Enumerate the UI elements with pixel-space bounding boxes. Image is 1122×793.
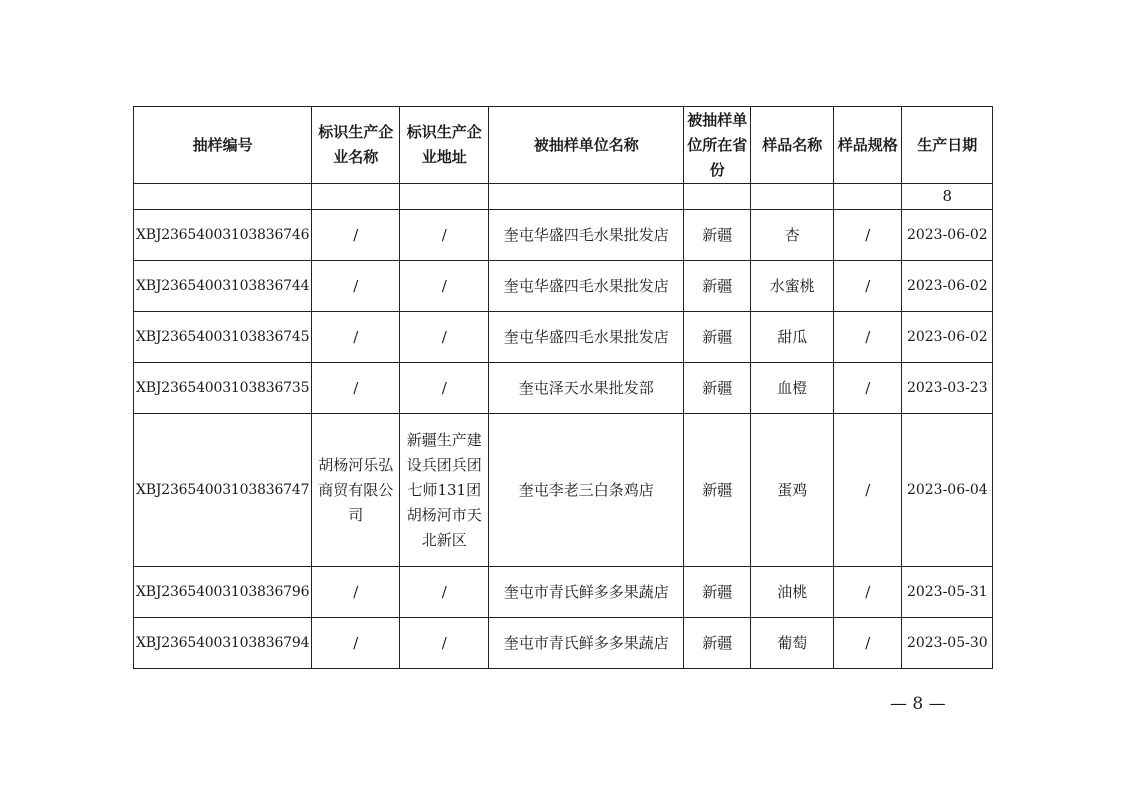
cell xyxy=(312,184,400,210)
producer-name: 胡杨河乐弘商贸有限公司 xyxy=(312,414,400,567)
sample-name: 油桃 xyxy=(751,567,834,618)
header-sampled-unit: 被抽样单位名称 xyxy=(489,107,684,184)
sample-spec: / xyxy=(834,312,902,363)
sample-name: 杏 xyxy=(751,210,834,261)
producer-name: / xyxy=(312,618,400,669)
header-sample-name: 样品名称 xyxy=(751,107,834,184)
sample-spec: / xyxy=(834,567,902,618)
province: 新疆 xyxy=(684,414,751,567)
producer-address: / xyxy=(400,261,489,312)
cell: 8 xyxy=(902,184,993,210)
province: 新疆 xyxy=(684,363,751,414)
production-date: 2023-06-02 xyxy=(902,210,993,261)
header-production-date: 生产日期 xyxy=(902,107,993,184)
header-province: 被抽样单位所在省份 xyxy=(684,107,751,184)
sampled-unit: 奎屯李老三白条鸡店 xyxy=(489,414,684,567)
sampled-unit: 奎屯市青氏鲜多多果蔬店 xyxy=(489,618,684,669)
sample-id: XBJ23654003103836794 xyxy=(134,618,312,669)
producer-address: / xyxy=(400,618,489,669)
sample-id: XBJ23654003103836744 xyxy=(134,261,312,312)
sample-id: XBJ23654003103836747 xyxy=(134,414,312,567)
sample-spec: / xyxy=(834,261,902,312)
header-sample-spec: 样品规格 xyxy=(834,107,902,184)
sampling-table xyxy=(133,106,993,669)
sampled-unit: 奎屯泽天水果批发部 xyxy=(489,363,684,414)
cell xyxy=(134,184,312,210)
production-date: 2023-06-02 xyxy=(902,261,993,312)
sample-spec: / xyxy=(834,210,902,261)
table-row xyxy=(134,567,993,618)
province: 新疆 xyxy=(684,618,751,669)
province: 新疆 xyxy=(684,567,751,618)
table-row xyxy=(134,261,993,312)
cell xyxy=(834,184,902,210)
continuation-row xyxy=(134,184,993,210)
producer-address: / xyxy=(400,363,489,414)
table-row xyxy=(134,618,993,669)
sample-id: XBJ23654003103836746 xyxy=(134,210,312,261)
producer-name: / xyxy=(312,567,400,618)
production-date: 2023-03-23 xyxy=(902,363,993,414)
sampled-unit: 奎屯华盛四毛水果批发店 xyxy=(489,312,684,363)
cell xyxy=(751,184,834,210)
sample-id: XBJ23654003103836745 xyxy=(134,312,312,363)
production-date: 2023-06-04 xyxy=(902,414,993,567)
producer-name: / xyxy=(312,261,400,312)
table-row xyxy=(134,210,993,261)
table-row xyxy=(134,414,993,567)
header-sample-id: 抽样编号 xyxy=(134,107,312,184)
sample-name: 血橙 xyxy=(751,363,834,414)
sample-name: 甜瓜 xyxy=(751,312,834,363)
table-row xyxy=(134,363,993,414)
producer-address: / xyxy=(400,312,489,363)
sample-spec: / xyxy=(834,414,902,567)
province: 新疆 xyxy=(684,312,751,363)
sample-name: 葡萄 xyxy=(751,618,834,669)
sampled-unit: 奎屯华盛四毛水果批发店 xyxy=(489,261,684,312)
province: 新疆 xyxy=(684,261,751,312)
sampled-unit: 奎屯华盛四毛水果批发店 xyxy=(489,210,684,261)
producer-address: 新疆生产建设兵团兵团七师131团胡杨河市天北新区 xyxy=(400,414,489,567)
header-row xyxy=(134,107,993,184)
sampled-unit: 奎屯市青氏鲜多多果蔬店 xyxy=(489,567,684,618)
header-producer-name: 标识生产企业名称 xyxy=(312,107,400,184)
cell xyxy=(684,184,751,210)
cell xyxy=(400,184,489,210)
producer-name: / xyxy=(312,312,400,363)
producer-address: / xyxy=(400,567,489,618)
table-row xyxy=(134,312,993,363)
cell xyxy=(489,184,684,210)
production-date: 2023-05-30 xyxy=(902,618,993,669)
sample-name: 水蜜桃 xyxy=(751,261,834,312)
production-date: 2023-06-02 xyxy=(902,312,993,363)
page-number: — 8 — xyxy=(890,694,946,714)
production-date: 2023-05-31 xyxy=(902,567,993,618)
producer-name: / xyxy=(312,210,400,261)
producer-address: / xyxy=(400,210,489,261)
sample-spec: / xyxy=(834,618,902,669)
sample-id: XBJ23654003103836735 xyxy=(134,363,312,414)
sample-id: XBJ23654003103836796 xyxy=(134,567,312,618)
province: 新疆 xyxy=(684,210,751,261)
producer-name: / xyxy=(312,363,400,414)
sample-name: 蛋鸡 xyxy=(751,414,834,567)
sample-spec: / xyxy=(834,363,902,414)
header-producer-address: 标识生产企业地址 xyxy=(400,107,489,184)
